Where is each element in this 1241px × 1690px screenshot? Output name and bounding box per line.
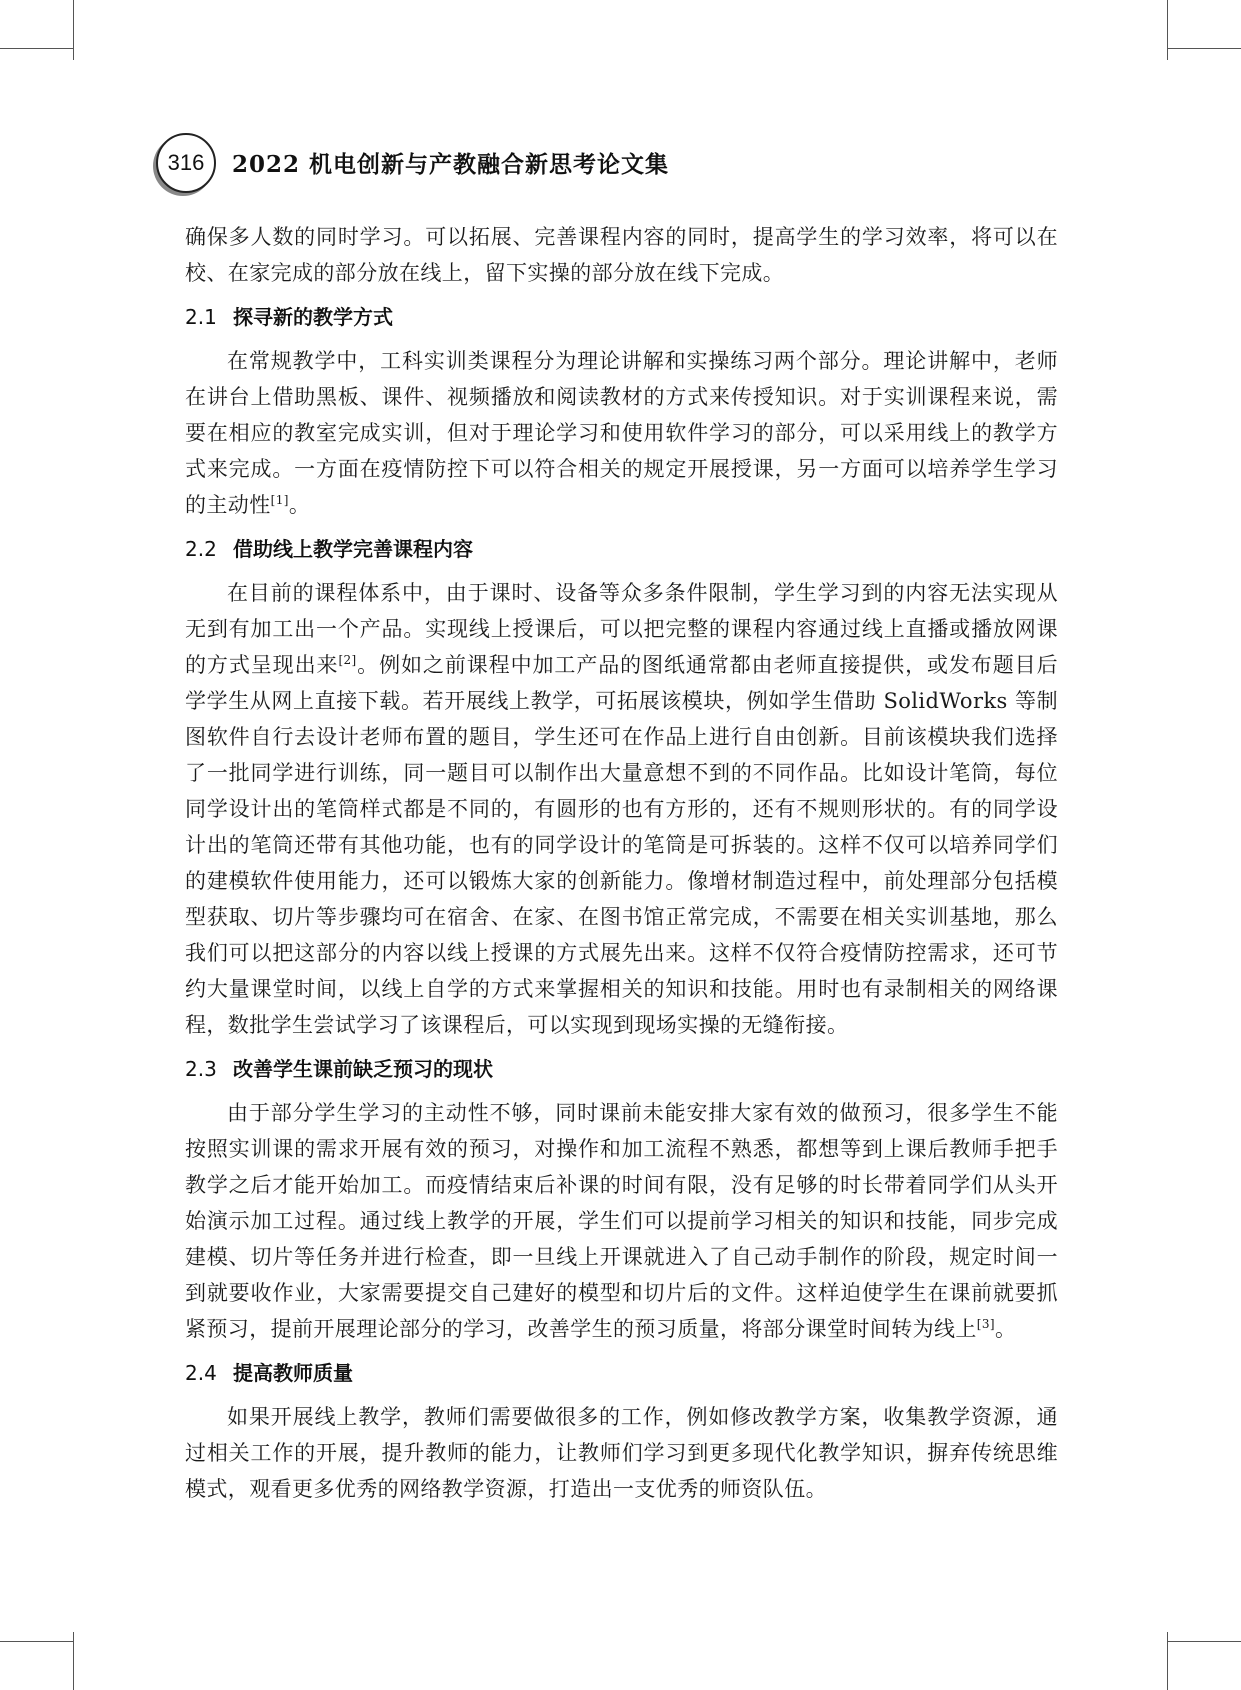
page-body bbox=[185, 219, 1058, 1507]
page-number-badge bbox=[156, 133, 216, 193]
section-number: 2.2 bbox=[185, 537, 217, 561]
section-heading-2-3 bbox=[185, 1053, 1058, 1085]
section-title: 探寻新的教学方式 bbox=[233, 305, 393, 329]
crop-mark bbox=[0, 48, 73, 49]
citation-ref: [3] bbox=[976, 1317, 995, 1331]
page-number: 316 bbox=[167, 150, 205, 175]
section-title: 借助线上教学完善课程内容 bbox=[233, 537, 473, 561]
paragraph-text: 。例如之前课程中加工产品的图纸通常都由老师直接提供，或发布题目后学学生从网上直接下载。若开展线上教学，可拓展该模块，例如学生借助 SolidWorks 等制图软件自行去设计老师布置的题目，学生还可在作品上进行自由创新。目前该模块我们选择了一批同学进行训练，同一题目可以制作出大量意想不到的不同作品。比如设计笔筒，每位同学设计出的笔筒样式都是不同的，有圆形的也有方形的，还有不规则形状的。有的同学设计出的笔筒还带有其他功能，也有的同学设计的笔筒是可拆装的。这样不仅可以培养同学们的建模软件使用能力，还可以锻炼大家的创新能力。像增材制造过程中，前处理部分包括模型获取、切片等步骤均可在宿舍、在家、在图书馆正常完成，不需要在相关实训基地，那么我们可以把这部分的内容以线上授课的方式展先出来。这样不仅符合疫情防控需求，还可节约大量课堂时间，以线上自学的方式来掌握相关的知识和技能。用时也有录制相关的网络课程，数批学生尝试学习了该课程后，可以实现到现场实操的无缝衔接。 bbox=[185, 653, 1059, 1037]
paragraph-text: 在常规教学中，工科实训类课程分为理论讲解和实操练习两个部分。理论讲解中，老师在讲台上借助黑板、课件、视频播放和阅读教材的方式来传授知识。对于实训课程来说，需要在相应的教室完成实训，但对于理论学习和使用软件学习的部分，可以采用线上的教学方式来完成。一方面在疫情防控下可以符合相关的规定开展授课，另一方面可以培养学生学习的主动性 bbox=[185, 349, 1058, 517]
paragraph-text: 由于部分学生学习的主动性不够，同时课前未能安排大家有效的做预习，很多学生不能按照实训课的需求开展有效的预习，对操作和加工流程不熟悉，都想等到上课后教师手把手教学之后才能开始加工。而疫情结束后补课的时间有限，没有足够的时长带着同学们从头开始演示加工过程。通过线上教学的开展，学生们可以提前学习相关的知识和技能，同步完成建模、切片等任务并进行检查，即一旦线上开课就进入了自己动手制作的阶段，规定时间一到就要收作业，大家需要提交自己建好的模型和切片后的文件。这样迫使学生在课前就要抓紧预习，提前开展理论部分的学习，改善学生的预习质量，将部分课堂时间转为线上 bbox=[185, 1101, 1058, 1341]
section-title: 改善学生课前缺乏预习的现状 bbox=[233, 1057, 493, 1081]
section-paragraph bbox=[185, 1095, 1058, 1347]
section-number: 2.3 bbox=[185, 1057, 217, 1081]
section-paragraph: 如果开展线上教学，教师们需要做很多的工作，例如修改教学方案，收集教学资源，通过相关工作的开展，提升教师的能力，让教师们学习到更多现代化教学知识，摒弃传统思维模式，观看更多优秀的网络教学资源，打造出一支优秀的师资队伍。 bbox=[185, 1405, 1058, 1501]
citation-ref: [2] bbox=[338, 653, 357, 667]
section-heading-2-2 bbox=[185, 533, 1058, 565]
citation-ref: [1] bbox=[270, 493, 289, 507]
section-paragraph bbox=[185, 343, 1058, 523]
crop-mark bbox=[73, 1632, 74, 1690]
section-number: 2.1 bbox=[185, 305, 217, 329]
paragraph-end: 。 bbox=[995, 1317, 1017, 1341]
section-number: 2.4 bbox=[185, 1361, 217, 1385]
section-title: 提高教师质量 bbox=[233, 1361, 353, 1385]
running-header bbox=[156, 133, 1056, 193]
crop-mark bbox=[1167, 0, 1168, 60]
intro-paragraph: 确保多人数的同时学习。可以拓展、完善课程内容的同时，提高学生的学习效率，将可以在校、在家完成的部分放在线上，留下实操的部分放在线下完成。 bbox=[185, 225, 1058, 285]
paragraph-text: 在目前的课程体系中，由于课时、设备等众多条件限制，学生学习到的内容无法实现从无到有加工出一个产品。实现线上授课后，可以把完整的课程内容通过线上直播或播放网课的方式呈现出来 bbox=[185, 581, 1058, 677]
crop-mark bbox=[0, 1641, 73, 1642]
section-heading-2-4 bbox=[185, 1357, 1058, 1389]
crop-mark bbox=[73, 0, 74, 60]
section-paragraph bbox=[185, 575, 1058, 1043]
book-title: 2022 机电创新与产教融合新思考论文集 bbox=[232, 151, 670, 178]
crop-mark bbox=[1167, 1641, 1241, 1642]
section-heading-2-1 bbox=[185, 301, 1058, 333]
paragraph-end: 。 bbox=[288, 493, 311, 517]
crop-mark bbox=[1167, 48, 1241, 49]
